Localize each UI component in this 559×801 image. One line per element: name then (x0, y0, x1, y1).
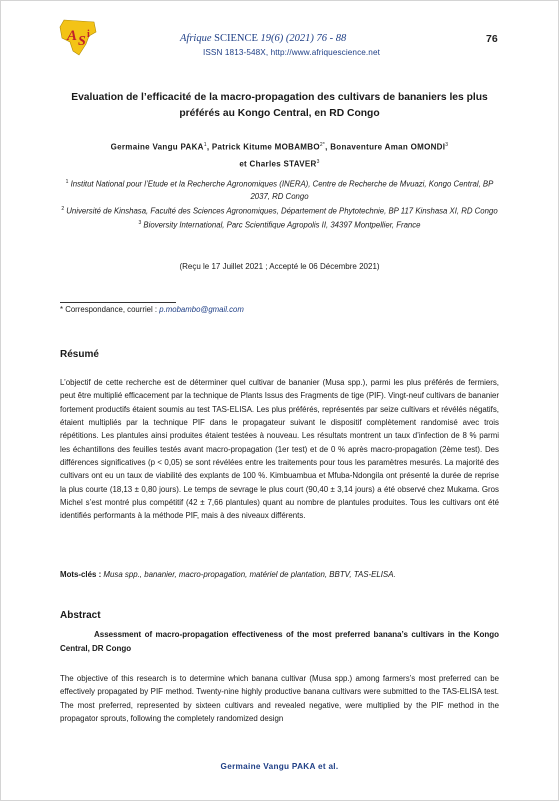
author-name: , Patrick Kitume MOBAMBO (206, 142, 320, 152)
received-accepted-dates: (Reçu le 17 Juillet 2021 ; Accepté le 06 Décembre 2021) (179, 262, 380, 271)
resume-heading: Résumé (60, 349, 99, 360)
correspondence-note (60, 305, 244, 314)
abstract-heading: Abstract (60, 610, 101, 621)
correspondence-label: * Correspondance, courriel : (60, 305, 160, 314)
svg-text:i: i (87, 29, 90, 40)
author-name: Germaine Vangu PAKA (110, 142, 204, 152)
journal-volume: 19(6) (2021) 76 - 88 (260, 33, 347, 44)
journal-name-science: SCIENCE (211, 33, 261, 44)
affiliation-item: $^2$ Université de Kinshasa, Faculté des Sciences Agronomiques, Département de Phytotechnie, BP 117 Kinshasa XI, RD Congo (61, 205, 498, 216)
keywords-list: Musa spp., bananier, macro-propagation, matériel de plantation, BBTV, TAS-ELISA. (103, 570, 396, 579)
keywords-label: Mots-clés : (60, 570, 104, 579)
affiliation-list (60, 176, 499, 232)
author-name: , Bonaventure Aman OMONDI (325, 142, 446, 152)
journal-citation (180, 33, 410, 44)
resume-paragraph: L’objectif de cette recherche est de déterminer quel cultivar de bananier (Musa spp.), parmi les plus préférés de fermiers, peut être multiplié efficacement par la technique de Plants Issus des Fragments de tige (PIF). Vingt-neuf cultivars de bananier fortement productifs étaient soumis au test TAS-ELISA. Les plus préférés, représentés par seize cultivars et révélés négatifs, étaient multipliés par la technique PIF dans le propagateur suivant le dispositif complètement randomisé avec trois répétitions. Les plantules ainsi produites étaient testées à nouveau. Les résultats montrent un taux d’infection de 8 % parmi les échantillons des feuilles testés avant macro-propagation (1er test) et de 0 % après macro-propagation (2ème test). Des différences significatives (p < 0,05) se sont révélées entre les traitements pour tous les paramètres mesurés. La majorité des cultivars ont eu un taux de viabilité des explants de 100 %. Kimbuambua et Mfuba-Ndongila ont présenté la durée de reprise la plus courte (18,13 ± 0,80 jours). Le temps de sevrage le plus court (90,40 ± 3,14 jours) a été observé chez Mukama. Gros Michel s’est montré plus compétitif (42 ± 7,66 plantules) quant au nombre de plantules produites. Tous les cultivars ont été identifiés performants à la méthode PIF, mais à des niveaux différents. (60, 378, 499, 521)
journal-name: Afrique (180, 33, 212, 44)
author-affiliation-mark: 2* (319, 142, 326, 148)
journal-issn-url: ISSN 1813-548X, http://www.afriquescience.net (203, 48, 380, 57)
svg-text:A: A (67, 28, 78, 44)
running-footer: Germaine Vangu PAKA et al. (220, 762, 339, 771)
author-affiliation-mark: 3 (445, 142, 449, 148)
author-affiliation-mark: 1 (203, 142, 207, 148)
affiliation-item: $^1$ Institut National pour l’Etude et la Recherche Agronomiques (INERA), Centre de Recherche de Mvuazi, Kongo Central, BP 2037, RD Congo (65, 179, 494, 201)
keywords-line (60, 568, 499, 581)
footnote-rule (60, 302, 176, 303)
author-affiliation-mark: 3 (316, 158, 320, 165)
svg-text:S: S (78, 34, 86, 49)
correspondence-email-link[interactable]: p.mobambo@gmail.com (159, 305, 244, 314)
paper-title: Evaluation de l’efficacité de la macro-propagation des cultivars de bananiers les plus préférés au Kongo Central, en RD Congo (71, 92, 488, 119)
affiliation-item: $^3$ Bioversity International, Parc Scientifique Agropolis II, 34397 Montpellier, France (138, 220, 421, 230)
abstract-title: Assessment of macro-propagation effectiveness of the most preferred banana’s cultivars in the Kongo Central, DR Congo (60, 630, 499, 653)
journal-logo (58, 18, 98, 58)
abstract-paragraph: The objective of this research is to determine which banana cultivar (Musa spp.) among farmers’s most preferred can be effectively propagated by PIF method. Twenty-nine highly productive banana cultivars were submitted to the TAS-ELISA test. The most preferred, represented by sixteen cultivars and revealed negative, were multiplied by the PIF method in the propagator sprouts, following the completely randomized design (60, 674, 499, 724)
page-number: 76 (486, 33, 498, 45)
author-name: et Charles STAVER (239, 159, 317, 169)
author-list (60, 138, 499, 171)
